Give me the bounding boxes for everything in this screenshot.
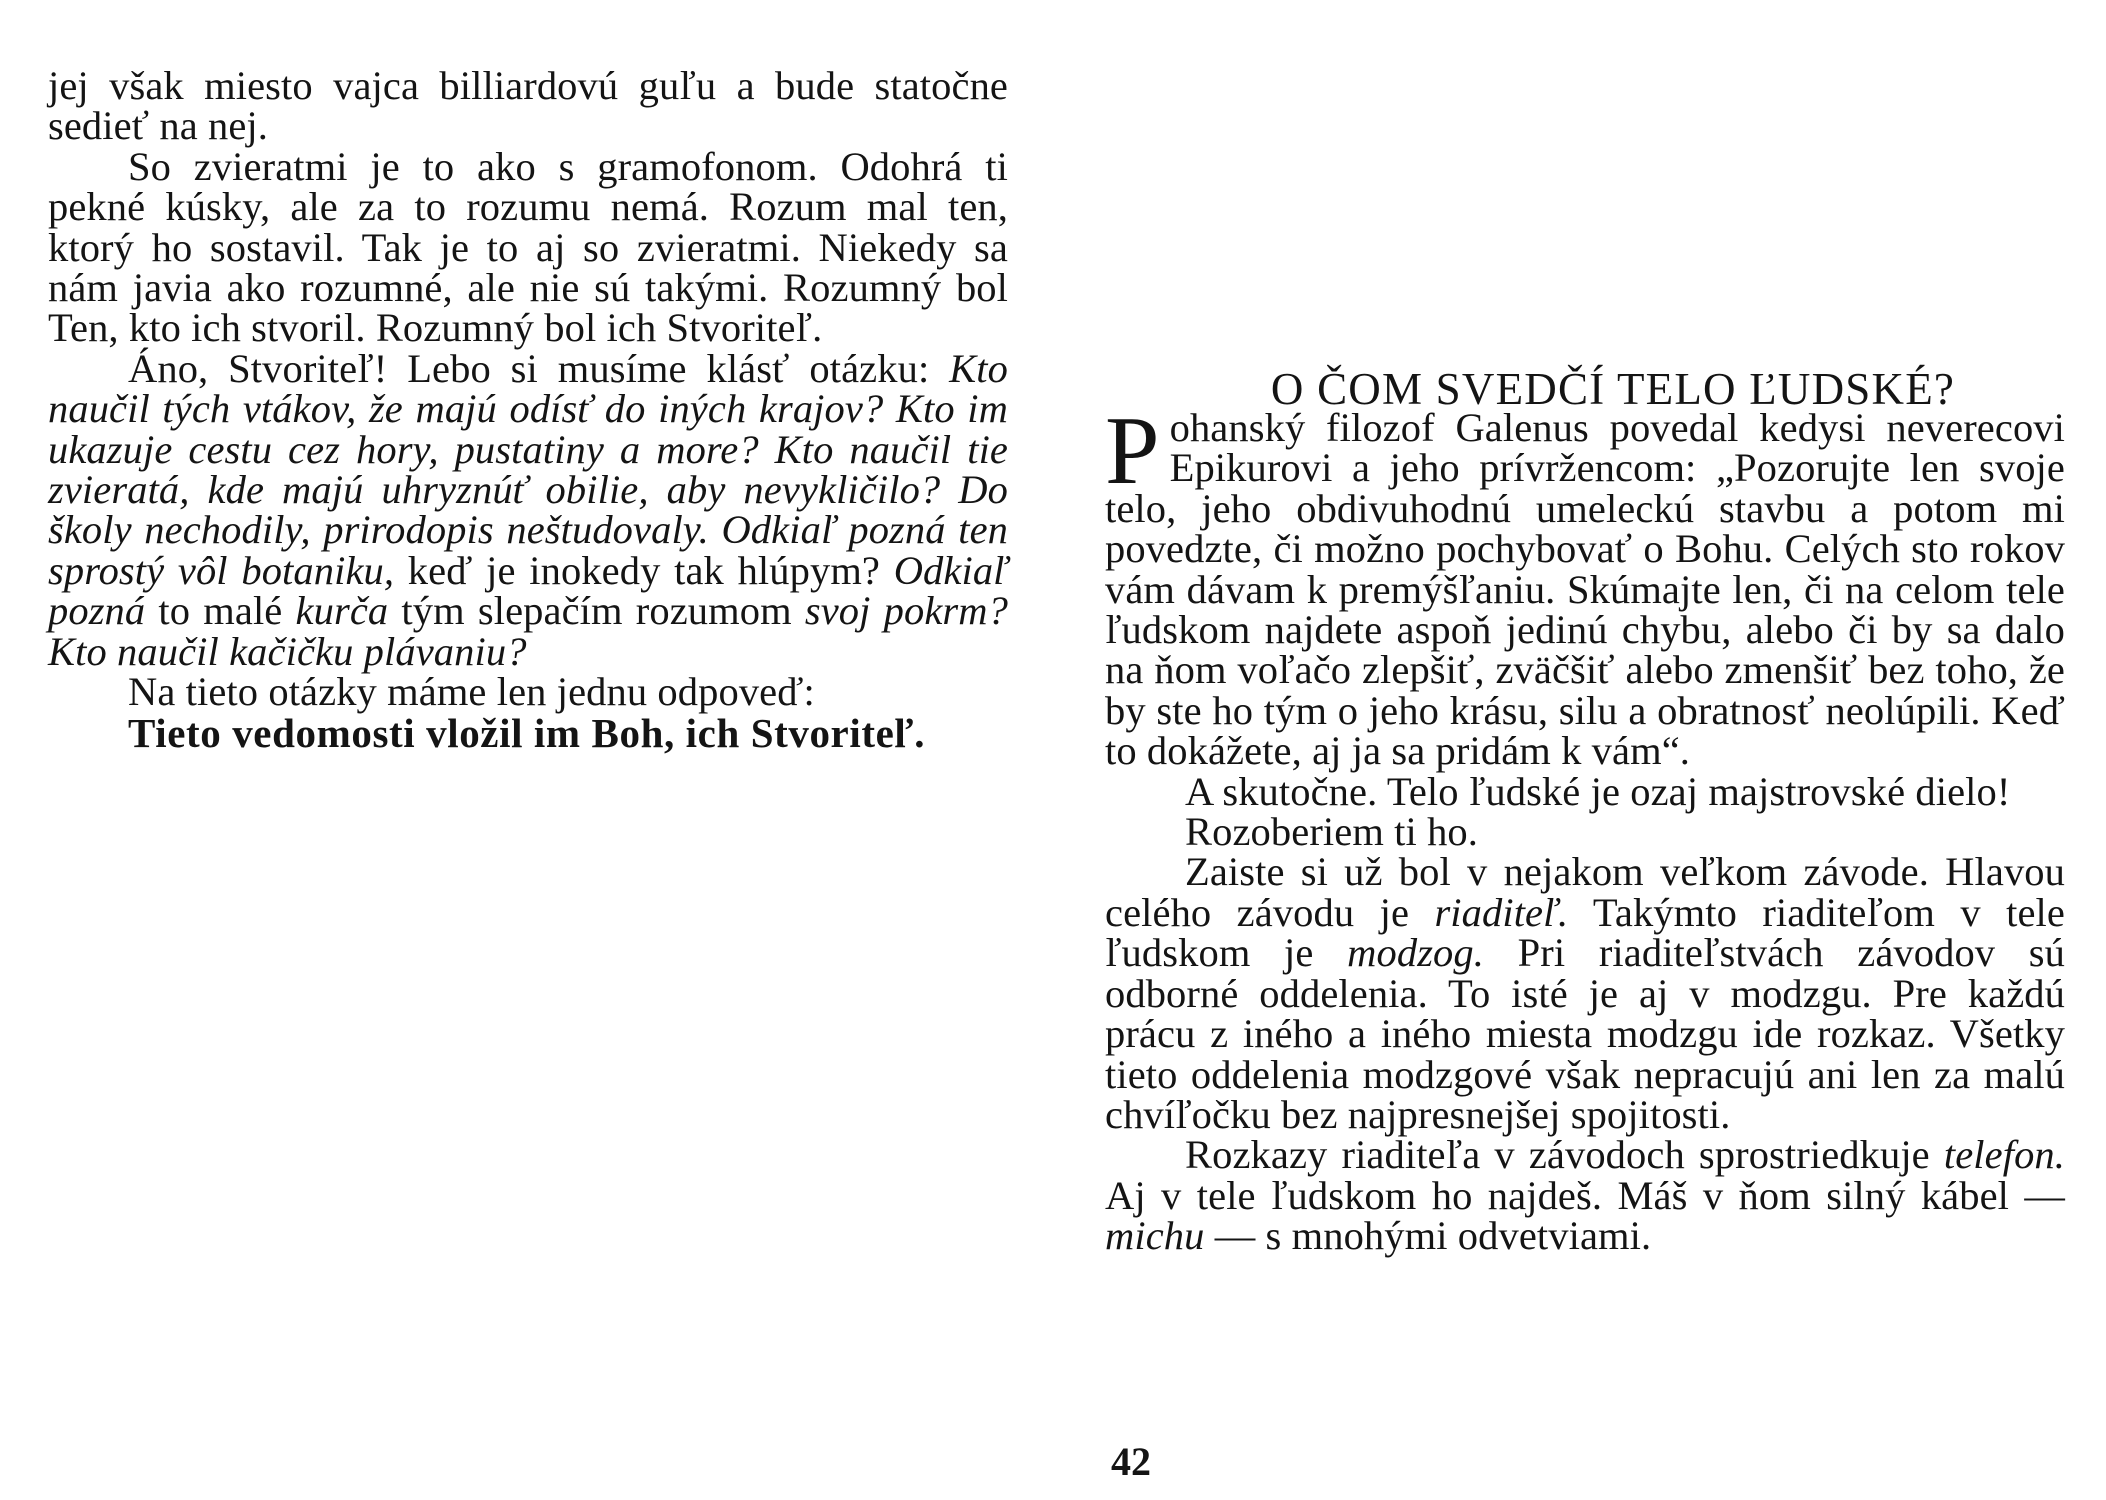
paragraph xyxy=(48,63,1008,149)
text-run: Takýmto riaditeľom v tele ľudskom je xyxy=(1105,889,2065,976)
page-number: 42 xyxy=(1111,1439,1151,1484)
paragraph xyxy=(1105,849,2066,1137)
right-body-text xyxy=(1105,397,2066,1259)
text-run: Aj v tele ľudskom ho najdeš. Máš v ňom silný kábel — xyxy=(1105,1172,2065,1218)
text-run: Na tieto otázky máme len jednu odpoveď: xyxy=(128,669,815,715)
italic-text-run: modzog. xyxy=(1347,930,1484,976)
italic-text-run: riaditeľ. xyxy=(1434,889,1569,935)
conclusion-line: Tieto vedomosti vložil im Boh, ich Stvoriteľ. xyxy=(128,709,926,756)
paragraph xyxy=(48,669,1008,715)
paragraph xyxy=(1105,1132,2065,1259)
left-paragraphs xyxy=(48,63,1008,715)
text-run: — s mnohými odvetviami. xyxy=(1204,1213,1652,1259)
paragraph xyxy=(48,345,1008,674)
left-body-text xyxy=(48,63,1008,756)
drop-cap: P xyxy=(1105,397,1160,505)
text-run: A skutočne. Telo ľudské je ozaj majstrovské dielo! xyxy=(1185,768,2011,814)
italic-text-run: svoj pokrm? Kto naučil kačičku plávaniu? xyxy=(48,588,1008,674)
text-run: jej však miesto vajca billiardovú guľu a bude statočne sedieť na nej. xyxy=(48,63,1008,149)
paragraph xyxy=(48,143,1008,351)
text-run: Rozoberiem ti ho. xyxy=(1185,809,1479,855)
right-paragraphs xyxy=(1105,397,2066,1259)
text-run: keď je inokedy tak hlúpym? xyxy=(394,547,894,593)
text-run: Áno, Stvoriteľ! Lebo si musíme klásť otázku: xyxy=(128,345,950,391)
italic-text-run: michu xyxy=(1105,1213,1205,1259)
italic-text-run: Odkiaľ pozná xyxy=(48,547,1008,634)
italic-text-run: telefon. xyxy=(1943,1132,2065,1178)
text-run: Rozkazy riaditeľa v závodoch sprostriedkuje xyxy=(1185,1132,1944,1178)
text-run: to malé xyxy=(145,588,296,634)
paragraph xyxy=(1105,397,2065,774)
paragraph xyxy=(1105,768,2065,814)
italic-text-run: kurča xyxy=(295,588,389,634)
text-run: Pri riaditeľstvách závodov sú odborné oddelenia. To isté je aj v modzgu. Pre každú prácu z iného a iného miesta modzgu ide rozkaz. Všetky tieto oddelenia modzgové však nepracujú ani len za malú chvíľočku bez najpresnejšej spojitosti. xyxy=(1105,930,2066,1137)
text-run: So zvieratmi je to ako s gramofonom. Odohrá ti pekné kúsky, ale za to rozumu nemá. Rozum mal ten, ktorý ho sostavil. Tak je to aj so zvieratmi. Niekedy sa nám javia ako rozumné, ale nie sú takými. Rozumný bol Ten, kto ich stvoril. Rozumný bol ich Stvoriteľ. xyxy=(48,143,1008,351)
right-page xyxy=(1053,0,2106,1500)
text-run: ohanský filozof Galenus povedal kedysi neverecovi Epikurovi a jeho prívržencom: „Pozorujte len svoje telo, jeho obdivuhodnú umeleckú stavbu a potom mi povedzte, či možno pochybovať o Bohu. Celých sto rokov vám dávam k premýšľaniu. Skúmajte len, či na celom tele ľudskom najdete aspoň jedinú chybu, alebo či by sa dalo na ňom voľačo zlepšiť, zväčšiť alebo zmenšiť bez toho, že by ste ho tým o jeho krásu, silu a obratnosť neolúpili. Keď to dokážete, aj ja sa pridám k vám“. xyxy=(1105,405,2065,774)
text-run: tým slepačím rozumom xyxy=(388,588,805,634)
chapter-heading: O ČOM SVEDČÍ TELO ĽUDSKÉ? xyxy=(1270,364,1956,415)
paragraph xyxy=(1105,809,2065,855)
italic-text-run: Kto naučil tých vtákov, že majú odísť do iných krajov? Kto im ukazuje cestu cez hory, pustatiny a more? Kto naučil tie zvieratá, kde majú uhryznúť obilie, aby nevykličilo? Do školy nechodily, prirodopis neštudovaly. Odkiaľ pozná ten sprostý vôl botaniku, xyxy=(48,345,1008,593)
text-run: Zaiste si už bol v nejakom veľkom závode. Hlavou celého závodu je xyxy=(1105,849,2065,935)
